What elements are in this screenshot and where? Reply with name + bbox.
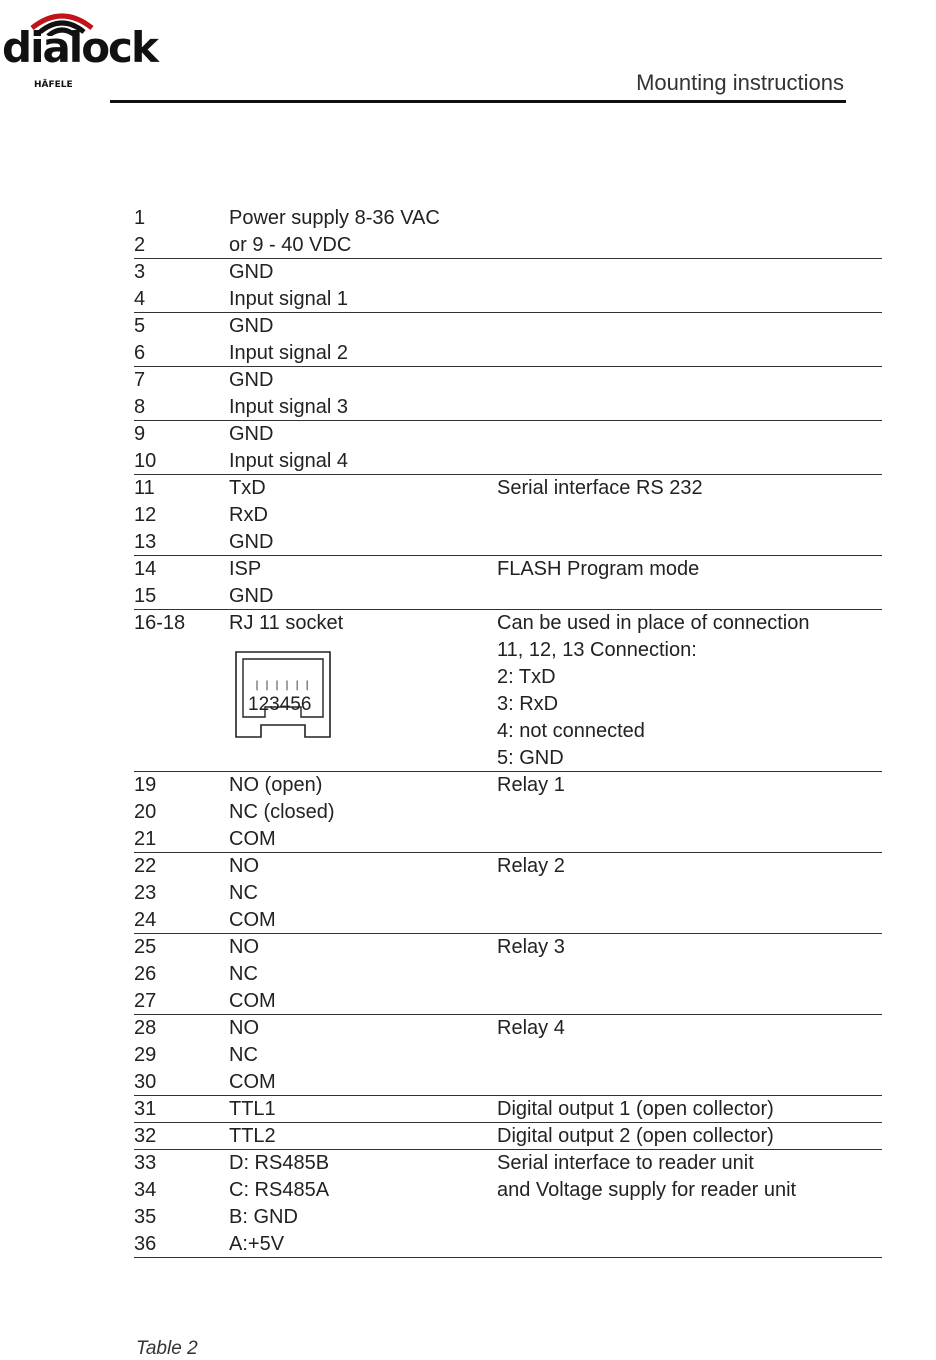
table-row (134, 1204, 882, 1231)
signal-name: NC (closed) (229, 801, 335, 823)
pin-number: 4 (134, 288, 146, 310)
signal-name: C: RS485A (229, 1179, 330, 1201)
signal-name: COM (229, 990, 276, 1012)
pin-number: 7 (134, 369, 146, 391)
table-row (134, 529, 882, 556)
table-row (134, 1150, 882, 1177)
table-row-group (134, 367, 882, 421)
table-row-group (134, 259, 882, 313)
signal-name: D: RS485B (229, 1152, 330, 1174)
rj11-pin-numbers: 123456 (248, 694, 312, 715)
signal-name: TTL2 (229, 1125, 276, 1147)
table-row-group (134, 313, 882, 367)
signal-name: or 9 - 40 VDC (229, 234, 352, 256)
pin-number: 31 (134, 1098, 157, 1120)
table-row-group (134, 421, 882, 475)
signal-name: TxD (229, 477, 266, 499)
table-row-group (134, 1150, 882, 1258)
pin-number: 6 (134, 342, 146, 364)
pin-number: 8 (134, 396, 146, 418)
pin-number: 23 (134, 882, 157, 904)
description: Relay 3 (497, 936, 565, 958)
table-row (134, 475, 882, 502)
table-row-group (134, 772, 882, 853)
signal-name: NO (229, 936, 259, 958)
pin-number: 13 (134, 531, 157, 553)
table-row (134, 448, 882, 475)
table-row-group (134, 1123, 882, 1150)
description: FLASH Program mode (497, 558, 700, 580)
description: 3: RxD (497, 693, 559, 715)
table-row (134, 583, 882, 610)
table-row-group (134, 1015, 882, 1096)
table-row-group (134, 853, 882, 934)
header-divider (110, 100, 846, 103)
table-row (134, 367, 882, 394)
table-row-group (134, 205, 882, 259)
table-row (134, 880, 882, 907)
pin-number: 9 (134, 423, 146, 445)
table-row (134, 394, 882, 421)
pin-number: 20 (134, 801, 157, 823)
description: Serial interface RS 232 (497, 477, 703, 499)
table-row (134, 988, 882, 1015)
pin-number: 26 (134, 963, 157, 985)
description: Serial interface to reader unit (497, 1152, 754, 1174)
pin-number: 16-18 (134, 612, 186, 634)
signal-name: GND (229, 531, 274, 553)
description: Relay 2 (497, 855, 565, 877)
table-row (134, 556, 882, 583)
signal-name: COM (229, 909, 276, 931)
table-row (134, 799, 882, 826)
dialock-logo (0, 0, 157, 100)
pin-number: 29 (134, 1044, 157, 1066)
table-row-group (134, 934, 882, 1015)
pin-number: 36 (134, 1233, 157, 1255)
signal-name: COM (229, 1071, 276, 1093)
description: Relay 4 (497, 1017, 565, 1039)
pin-number: 10 (134, 450, 157, 472)
pin-number: 1 (134, 207, 146, 229)
table-row (134, 232, 882, 259)
pin-number: 27 (134, 990, 157, 1012)
table-row (134, 1123, 882, 1150)
table-row (134, 772, 882, 799)
pin-number: 32 (134, 1125, 157, 1147)
description: Digital output 1 (open collector) (497, 1098, 774, 1120)
table-row (134, 1231, 882, 1258)
signal-name: A:+5V (229, 1233, 285, 1255)
signal-name: RxD (229, 504, 268, 526)
signal-name: NC (229, 1044, 258, 1066)
signal-name: GND (229, 369, 274, 391)
signal-name: NO (229, 855, 259, 877)
signal-name: NC (229, 963, 258, 985)
table-row (134, 502, 882, 529)
pin-number: 22 (134, 855, 157, 877)
description: Relay 1 (497, 774, 565, 796)
pin-number: 33 (134, 1152, 157, 1174)
pin-assignment-table (134, 205, 882, 1258)
signal-name: Power supply 8-36 VAC (229, 207, 440, 229)
signal-name: GND (229, 261, 274, 283)
description: Digital output 2 (open collector) (497, 1125, 774, 1147)
pin-number: 34 (134, 1179, 157, 1201)
table-row (134, 934, 882, 961)
table-row (134, 826, 882, 853)
signal-name: B: GND (229, 1206, 298, 1228)
signal-name: ISP (229, 558, 262, 580)
signal-name: RJ 11 socket (229, 612, 344, 634)
signal-name: Input signal 4 (229, 450, 348, 472)
table-row (134, 853, 882, 880)
table-caption: Table 2 (136, 1338, 198, 1359)
description: and Voltage supply for reader unit (497, 1179, 797, 1201)
pin-number: 25 (134, 936, 157, 958)
rj11-contact-marks: |||||| (254, 680, 315, 691)
logo-wordmark: dialock (2, 23, 157, 72)
description: 11, 12, 13 Connection: (497, 639, 697, 661)
table-row (134, 961, 882, 988)
page-title: Mounting instructions (636, 70, 844, 95)
pin-number: 19 (134, 774, 157, 796)
signal-name: GND (229, 423, 274, 445)
pin-number: 14 (134, 558, 157, 580)
pin-number: 30 (134, 1071, 157, 1093)
signal-name: TTL1 (229, 1098, 276, 1120)
pin-number: 21 (134, 828, 157, 850)
pin-number: 11 (134, 477, 155, 499)
signal-name: NC (229, 882, 258, 904)
table-row (134, 1177, 882, 1204)
description: 5: GND (497, 747, 564, 769)
description: Can be used in place of connection (497, 612, 810, 634)
table-row (134, 1096, 882, 1123)
signal-name: Input signal 1 (229, 288, 348, 310)
table-row (134, 313, 882, 340)
pin-number: 2 (134, 234, 146, 256)
rj11-row (134, 610, 882, 772)
table-row (134, 205, 882, 232)
table-row-group (134, 1096, 882, 1123)
pin-number: 35 (134, 1206, 157, 1228)
signal-name: NO (open) (229, 774, 323, 796)
signal-name: NO (229, 1017, 259, 1039)
table-row-group (134, 475, 882, 556)
logo-subtext: HÄFELE (34, 80, 73, 90)
signal-name: GND (229, 585, 274, 607)
table-row (134, 340, 882, 367)
pin-number: 3 (134, 261, 146, 283)
pin-number: 12 (134, 504, 157, 526)
table-row (134, 1015, 882, 1042)
table-row (134, 421, 882, 448)
table-row-group (134, 610, 882, 772)
signal-name: Input signal 3 (229, 396, 348, 418)
table-row (134, 1069, 882, 1096)
table-row-group (134, 556, 882, 610)
description: 2: TxD (497, 666, 556, 688)
signal-name: Input signal 2 (229, 342, 348, 364)
pin-number: 28 (134, 1017, 157, 1039)
signal-name: GND (229, 315, 274, 337)
table-row (134, 286, 882, 313)
description: 4: not connected (497, 720, 645, 742)
pin-number: 24 (134, 909, 157, 931)
pin-number: 15 (134, 585, 157, 607)
pin-number: 5 (134, 315, 146, 337)
signal-name: COM (229, 828, 276, 850)
table-row (134, 259, 882, 286)
table-row (134, 907, 882, 934)
table-row (134, 1042, 882, 1069)
